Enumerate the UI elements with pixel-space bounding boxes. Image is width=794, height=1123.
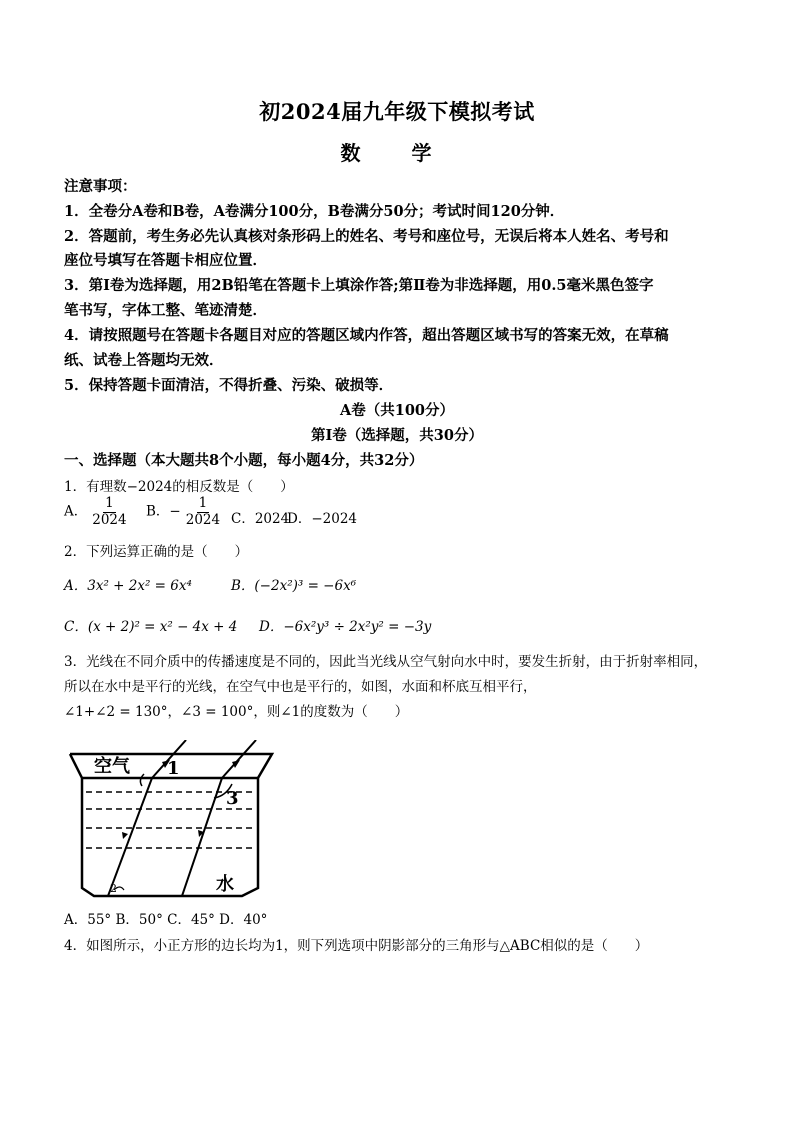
angle-1-label: 1 (167, 758, 180, 779)
fraction-numerator: 1 (198, 495, 208, 511)
section-heading: 一、选择题（本大题共8个小题，每小题4分，共32分） (64, 452, 424, 469)
fraction (90, 496, 128, 528)
part-one-heading: 第Ⅰ卷（选择题，共30分） (311, 427, 483, 444)
q4-stem: 4．如图所示，小正方形的边长均为1，则下列选项中阴影部分的三角形与△ABC相似的是（ ） (64, 938, 649, 954)
option-label: A． (64, 503, 88, 520)
fraction-numerator: 1 (105, 495, 114, 511)
q2-stem: 2．下列运算正确的是（ ） (64, 544, 249, 560)
q1-option-c: C．2024 (231, 511, 290, 527)
note-line: 3．第Ⅰ卷为选择题，用2B铅笔在答题卡上填涂作答;第Ⅱ卷为非选择题，用0.5毫米黑色签字 (64, 277, 654, 294)
volume-a-heading: A卷（共100分） (339, 402, 455, 419)
angle-2-label: 2 (110, 882, 117, 895)
notes-heading: 注意事项： (64, 178, 137, 195)
angle-1-arc (140, 774, 144, 786)
light-ray-water-left (108, 778, 152, 896)
note-line: 5．保持答题卡面清洁，不得折叠、污染、破损等． (64, 377, 394, 394)
note-line: 2．答题前，考生务必先认真核对条形码上的姓名、考号和座位号，无误后将本人姓名、考号和 (64, 228, 669, 245)
refraction-figure (64, 740, 276, 900)
arrow-icon (122, 832, 128, 839)
note-line: 4．请按照题号在答题卡各题目对应的答题区域内作答，超出答题区域书写的答案无效，在草稿 (64, 327, 669, 344)
q1-stem: 1．有理数−2024的相反数是（ ） (64, 479, 294, 495)
water-label: 水 (216, 874, 234, 895)
subject-title: 数 学 (340, 141, 454, 165)
fraction-denominator: 2024 (92, 511, 127, 528)
note-line: 座位号填写在答题卡相应位置． (64, 252, 267, 269)
fraction-denominator: 2024 (185, 511, 221, 528)
light-ray-air-right (222, 740, 256, 778)
note-line: 笔书写，字体工整、笔迹清楚． (64, 302, 267, 319)
q1-option-d: D．−2024 (287, 511, 357, 527)
q3-line: 所以在水中是平行的光线，在空气中也是平行的，如图，水面和杯底互相平行， (64, 679, 537, 695)
q2-option-a: A．3x² + 2x² = 6x⁴ (64, 578, 192, 594)
exam-title: 初2024届九年级下模拟考试 (259, 99, 535, 124)
air-label: 空气 (94, 756, 130, 777)
q2-option-d: D．−6x²y³ ÷ 2x²y² = −3y (259, 619, 432, 635)
angle-3-label: 3 (226, 788, 239, 809)
q3-options: A．55° B．50° C．45° D．40° (64, 912, 268, 928)
option-label: B．− (146, 503, 181, 520)
q1-option-b (146, 496, 225, 528)
note-line: 1．全卷分A卷和B卷，A卷满分100分，B卷满分50分；考试时间120分钟． (64, 203, 565, 220)
fraction (184, 496, 222, 528)
q3-line: ∠1+∠2 = 130°，∠3 = 100°，则∠1的度数为（ ） (64, 704, 409, 720)
note-line: 纸、试卷上答题均无效． (64, 352, 224, 369)
q2-option-c: C．(x + 2)² = x² − 4x + 4 (64, 619, 238, 635)
q1-option-a (64, 496, 132, 528)
q2-option-b: B．(−2x²)³ = −6x⁶ (231, 578, 357, 594)
q3-line: 3．光线在不同介质中的传播速度是不同的，因此当光线从空气射向水中时，要发生折射，由于折射率相同， (64, 654, 708, 670)
